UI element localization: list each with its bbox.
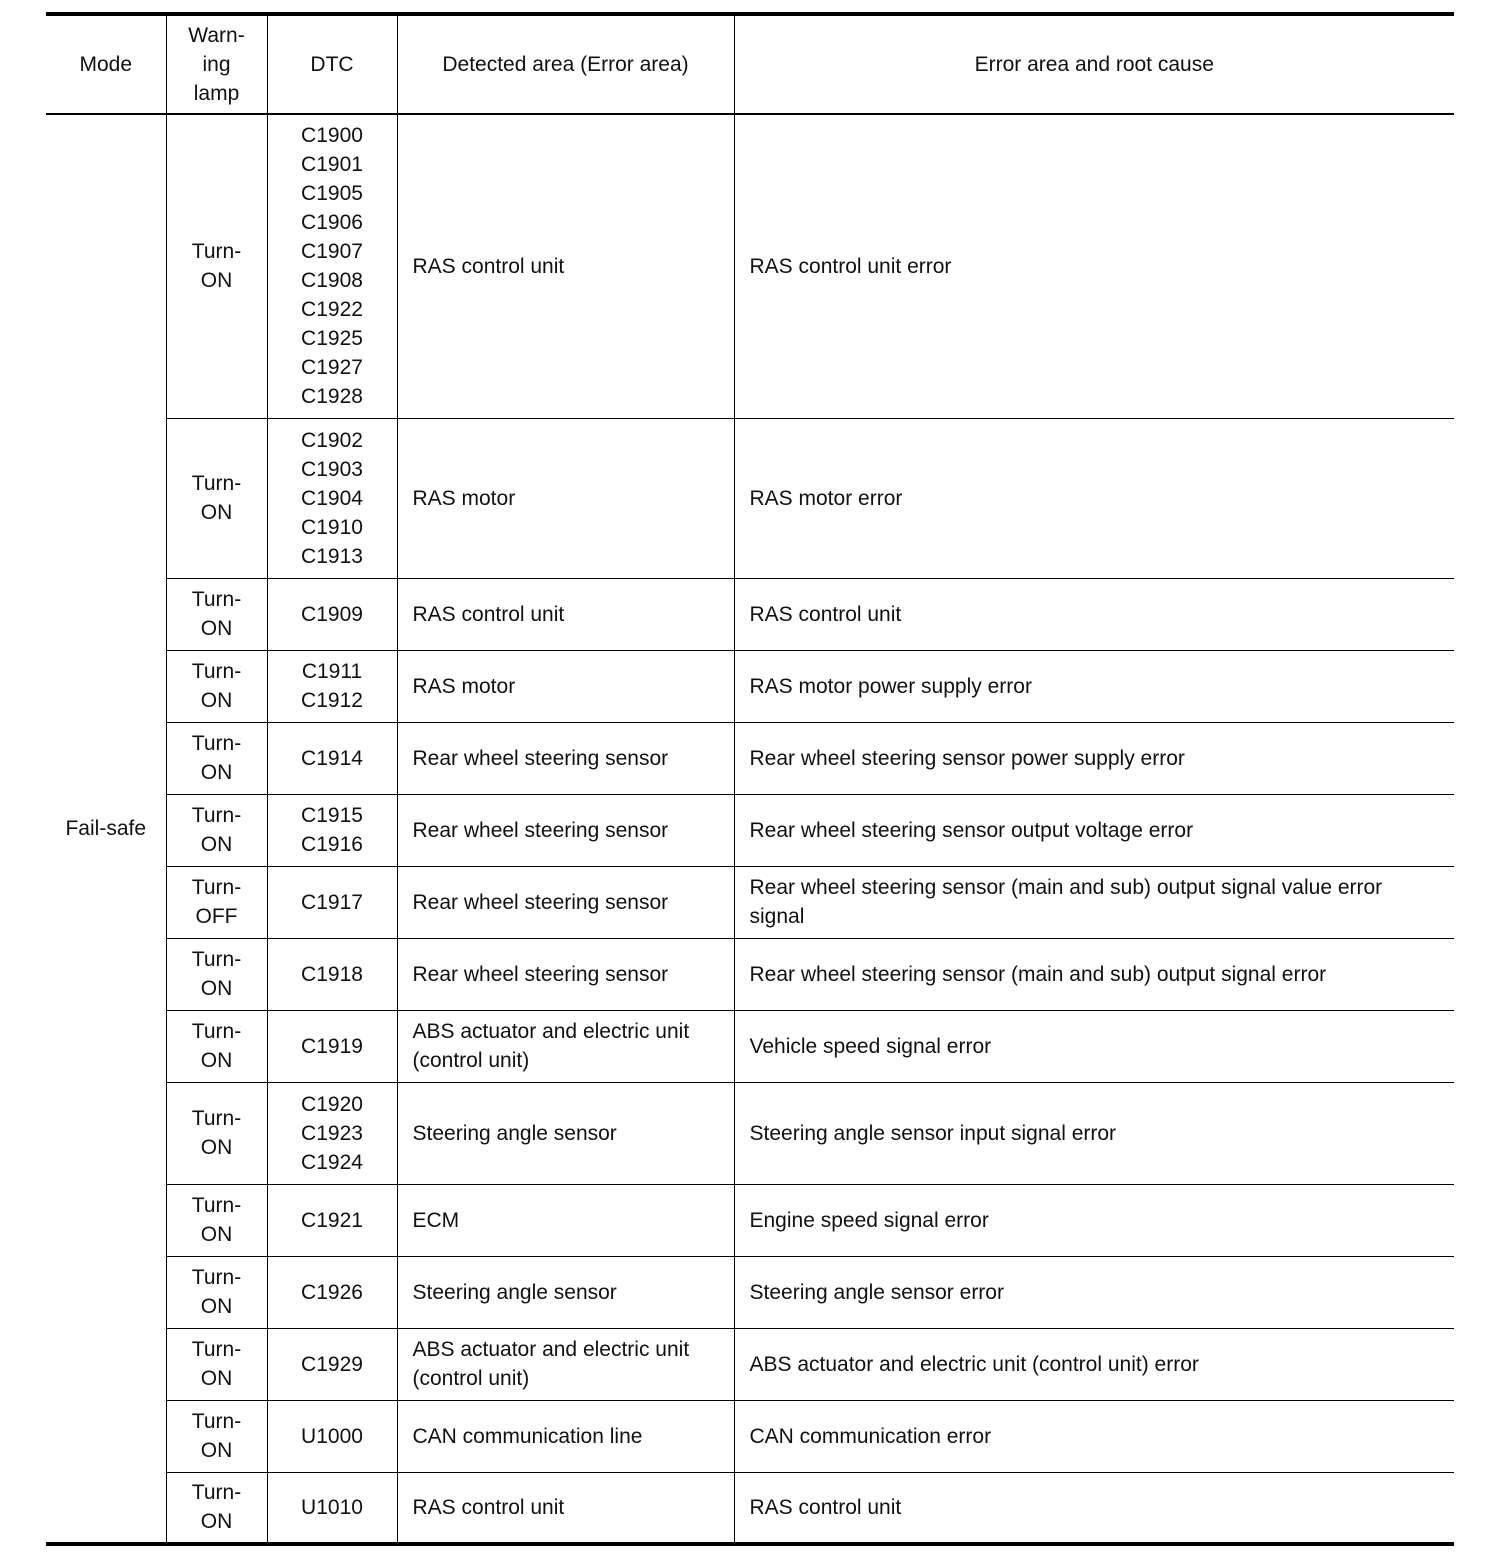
root-cause-cell-line: Steering angle sensor error	[749, 1280, 1004, 1304]
detected-area-cell	[397, 1256, 734, 1328]
warning-lamp-cell-line: Turn-	[191, 804, 242, 827]
detected-area-cell	[397, 866, 734, 938]
root-cause-cell-line: RAS control unit error	[749, 254, 952, 278]
dtc-cell	[267, 578, 397, 650]
table-row	[46, 1400, 1454, 1472]
dtc-table	[46, 12, 1454, 1546]
root-cause-cell-line: Rear wheel steering sensor (main and sub) output signal value error	[749, 876, 1383, 899]
warning-lamp-cell	[166, 114, 267, 418]
header-mode: Mode	[46, 14, 166, 114]
dtc-cell-line: C1921	[301, 1208, 363, 1232]
dtc-cell-line: C1922	[301, 298, 363, 322]
table-row	[46, 578, 1454, 650]
detected-area-cell	[397, 578, 734, 650]
detected-area-cell	[397, 114, 734, 418]
dtc-cell	[267, 1184, 397, 1256]
root-cause-cell-line: Rear wheel steering sensor output voltage error	[749, 818, 1194, 842]
dtc-cell-line: C1916	[301, 833, 363, 856]
detected-area-cell-line: RAS control unit	[412, 1495, 565, 1519]
detected-area-cell-line: Rear wheel steering sensor	[412, 890, 669, 914]
root-cause-cell	[734, 938, 1454, 1010]
root-cause-cell-line: signal	[749, 905, 805, 928]
dtc-cell-line: C1917	[301, 890, 363, 914]
root-cause-cell-line: Engine speed signal error	[749, 1208, 989, 1232]
warning-lamp-cell-line: ON	[200, 1367, 233, 1390]
dtc-cell-line: C1900	[301, 124, 363, 148]
root-cause-cell-line: ABS actuator and electric unit (control unit) error	[749, 1352, 1199, 1376]
dtc-cell	[267, 650, 397, 722]
detected-area-cell-line: ABS actuator and electric unit	[412, 1020, 690, 1043]
table-row	[46, 866, 1454, 938]
dtc-cell	[267, 1010, 397, 1082]
header-row	[46, 14, 1454, 114]
dtc-cell	[267, 794, 397, 866]
root-cause-cell	[734, 578, 1454, 650]
warning-lamp-cell	[166, 1184, 267, 1256]
detected-area-cell-line: RAS control unit	[412, 254, 565, 278]
dtc-cell-line: C1914	[301, 746, 363, 770]
detected-area-cell-line: Steering angle sensor	[412, 1121, 617, 1145]
warning-lamp-cell-line: Turn-	[191, 660, 242, 683]
warning-lamp-cell-line: ON	[200, 269, 233, 293]
root-cause-cell	[734, 1010, 1454, 1082]
root-cause-cell-line: RAS motor power supply error	[749, 674, 1032, 698]
dtc-cell-line: C1912	[301, 689, 363, 712]
dtc-cell-line: C1928	[301, 385, 363, 409]
dtc-cell-line: C1925	[301, 327, 363, 351]
detected-area-cell-line: RAS motor	[412, 486, 516, 510]
warning-lamp-cell	[166, 1400, 267, 1472]
warning-lamp-cell-line: ON	[200, 1136, 233, 1159]
warning-lamp-cell-line: ON	[200, 501, 233, 524]
root-cause-cell	[734, 650, 1454, 722]
table-row	[46, 650, 1454, 722]
root-cause-cell	[734, 114, 1454, 418]
dtc-cell	[267, 1256, 397, 1328]
root-cause-cell-line: Vehicle speed signal error	[749, 1034, 992, 1058]
root-cause-cell-line: RAS control unit	[749, 1495, 902, 1519]
warning-lamp-cell-line: Turn-	[191, 1410, 242, 1433]
table-row	[46, 1472, 1454, 1544]
warning-lamp-cell-line: Turn-	[191, 1020, 242, 1043]
warning-lamp-cell	[166, 1472, 267, 1544]
dtc-cell-line: U1000	[301, 1424, 363, 1448]
header-detected-area: Detected area (Error area)	[397, 14, 734, 114]
warning-lamp-cell	[166, 1256, 267, 1328]
warning-lamp-cell-line: ON	[200, 833, 233, 856]
root-cause-cell	[734, 1472, 1454, 1544]
warning-lamp-cell-line: ON	[200, 1510, 233, 1534]
header-warning-lamp	[166, 14, 267, 114]
detected-area-cell-line: CAN communication line	[412, 1424, 643, 1448]
warning-lamp-cell-line: ON	[200, 617, 233, 640]
table-header	[46, 14, 1454, 114]
detected-area-cell-line: ECM	[412, 1208, 460, 1232]
root-cause-cell	[734, 1400, 1454, 1472]
warning-lamp-cell	[166, 866, 267, 938]
root-cause-cell-line: CAN communication error	[749, 1424, 992, 1448]
detected-area-cell	[397, 1400, 734, 1472]
warning-lamp-cell-line: Turn-	[191, 588, 242, 611]
table-row	[46, 1010, 1454, 1082]
root-cause-cell	[734, 1184, 1454, 1256]
header-root-cause: Error area and root cause	[734, 14, 1454, 114]
warning-lamp-cell-line: Turn-	[191, 876, 242, 899]
warning-lamp-cell-line: Turn-	[191, 732, 242, 755]
table-row	[46, 1256, 1454, 1328]
root-cause-cell-line: Rear wheel steering sensor power supply error	[749, 746, 1185, 770]
warning-lamp-cell-line: Turn-	[191, 1107, 242, 1130]
detected-area-cell	[397, 722, 734, 794]
detected-area-cell-line: (control unit)	[412, 1049, 530, 1072]
dtc-cell-line: C1907	[301, 240, 363, 264]
dtc-cell-line: C1923	[301, 1121, 363, 1145]
warning-lamp-cell-line: Turn-	[191, 948, 242, 971]
warning-lamp-cell	[166, 722, 267, 794]
dtc-cell-line: C1926	[301, 1280, 363, 1304]
dtc-cell-line: C1904	[301, 486, 363, 510]
header-warning-lamp-line: ing	[202, 53, 231, 76]
detected-area-cell-line: Rear wheel steering sensor	[412, 818, 669, 842]
detected-area-cell-line: Rear wheel steering sensor	[412, 746, 669, 770]
dtc-cell-line: C1924	[301, 1150, 363, 1174]
dtc-cell	[267, 418, 397, 578]
detected-area-cell	[397, 794, 734, 866]
warning-lamp-cell-line: ON	[200, 977, 233, 1000]
dtc-cell	[267, 938, 397, 1010]
dtc-cell-line: C1909	[301, 602, 363, 626]
warning-lamp-cell-line: Turn-	[191, 240, 242, 264]
dtc-cell-line: C1902	[301, 428, 363, 452]
dtc-cell	[267, 1400, 397, 1472]
dtc-cell	[267, 866, 397, 938]
dtc-cell	[267, 1328, 397, 1400]
dtc-cell	[267, 1082, 397, 1184]
root-cause-cell-line: Rear wheel steering sensor (main and sub) output signal error	[749, 962, 1327, 986]
warning-lamp-cell-line: ON	[200, 1049, 233, 1072]
detected-area-cell-line: RAS motor	[412, 674, 516, 698]
root-cause-cell-line: Steering angle sensor input signal error	[749, 1121, 1117, 1145]
warning-lamp-cell-line: Turn-	[191, 1194, 242, 1217]
warning-lamp-cell	[166, 418, 267, 578]
dtc-cell-line: C1911	[301, 660, 363, 683]
warning-lamp-cell-line: ON	[200, 761, 233, 784]
warning-lamp-cell	[166, 1082, 267, 1184]
warning-lamp-cell-line: ON	[200, 689, 233, 712]
detected-area-cell	[397, 1472, 734, 1544]
dtc-cell	[267, 114, 397, 418]
warning-lamp-cell	[166, 1328, 267, 1400]
header-dtc: DTC	[267, 14, 397, 114]
dtc-cell-line: C1901	[301, 153, 363, 177]
dtc-cell-line: C1913	[301, 544, 363, 568]
warning-lamp-cell	[166, 650, 267, 722]
warning-lamp-cell	[166, 1010, 267, 1082]
detected-area-cell	[397, 1010, 734, 1082]
detected-area-cell	[397, 1184, 734, 1256]
table-row	[46, 938, 1454, 1010]
root-cause-cell	[734, 794, 1454, 866]
detected-area-cell-line: ABS actuator and electric unit	[412, 1338, 690, 1361]
root-cause-cell-line: RAS control unit	[749, 602, 902, 626]
detected-area-cell-line: (control unit)	[412, 1367, 530, 1390]
detected-area-cell	[397, 1328, 734, 1400]
dtc-cell-line: C1908	[301, 269, 363, 293]
table-row	[46, 114, 1454, 418]
root-cause-cell	[734, 866, 1454, 938]
root-cause-cell	[734, 722, 1454, 794]
dtc-cell-line: C1915	[301, 804, 363, 827]
dtc-cell-line: C1920	[301, 1092, 363, 1116]
table-row	[46, 1328, 1454, 1400]
warning-lamp-cell-line: OFF	[195, 905, 238, 928]
root-cause-cell-line: RAS motor error	[749, 486, 903, 510]
table-body	[46, 114, 1454, 1544]
detected-area-cell-line: RAS control unit	[412, 602, 565, 626]
dtc-cell-line: C1918	[301, 962, 363, 986]
warning-lamp-cell-line: Turn-	[191, 1338, 242, 1361]
table-row	[46, 1082, 1454, 1184]
detected-area-cell	[397, 1082, 734, 1184]
table-row	[46, 1184, 1454, 1256]
dtc-cell-line: C1910	[301, 515, 363, 539]
table-row	[46, 418, 1454, 578]
dtc-cell-line: C1903	[301, 457, 363, 481]
warning-lamp-cell-line: ON	[200, 1223, 233, 1246]
warning-lamp-cell-line: Turn-	[191, 472, 242, 495]
detected-area-cell	[397, 418, 734, 578]
detected-area-cell-line: Steering angle sensor	[412, 1280, 617, 1304]
warning-lamp-cell-line: ON	[200, 1439, 233, 1462]
warning-lamp-cell	[166, 794, 267, 866]
dtc-cell	[267, 1472, 397, 1544]
table-row	[46, 722, 1454, 794]
mode-cell: Fail-safe	[65, 817, 147, 840]
detected-area-cell-line: Rear wheel steering sensor	[412, 962, 669, 986]
dtc-cell-line: C1929	[301, 1352, 363, 1376]
warning-lamp-cell	[166, 938, 267, 1010]
root-cause-cell	[734, 418, 1454, 578]
dtc-cell-line: C1906	[301, 211, 363, 235]
dtc-cell-line: U1010	[301, 1495, 363, 1519]
warning-lamp-cell-line: Turn-	[191, 1266, 242, 1289]
warning-lamp-cell-line: ON	[200, 1295, 233, 1318]
root-cause-cell	[734, 1328, 1454, 1400]
root-cause-cell	[734, 1082, 1454, 1184]
detected-area-cell	[397, 650, 734, 722]
table-row	[46, 794, 1454, 866]
warning-lamp-cell-line: Turn-	[191, 1481, 242, 1505]
dtc-cell-line: C1919	[301, 1034, 363, 1058]
header-warning-lamp-line: lamp	[193, 82, 240, 105]
warning-lamp-cell	[166, 578, 267, 650]
dtc-cell	[267, 722, 397, 794]
detected-area-cell	[397, 938, 734, 1010]
dtc-cell-line: C1905	[301, 182, 363, 206]
dtc-cell-line: C1927	[301, 356, 363, 380]
header-warning-lamp-line: Warn-	[188, 24, 245, 47]
root-cause-cell	[734, 1256, 1454, 1328]
